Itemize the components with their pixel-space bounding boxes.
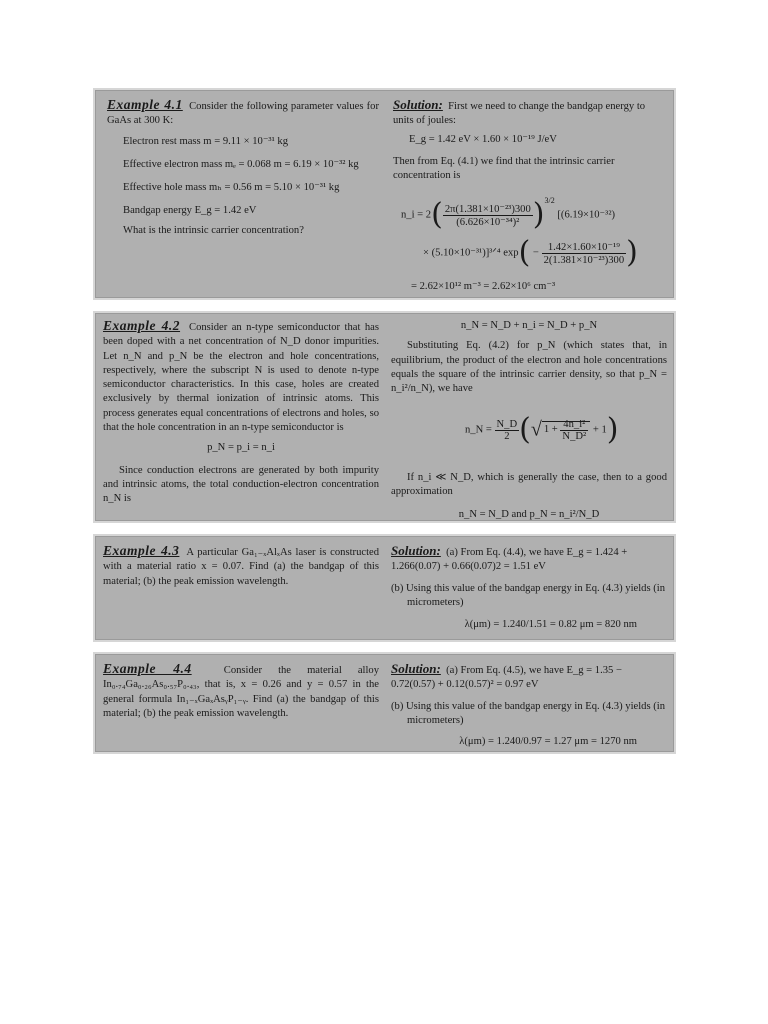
solution-heading: Solution: — [393, 97, 443, 112]
ni-label: n_i = 2 — [401, 209, 432, 221]
solution-heading: Solution: — [391, 543, 441, 558]
example-4-4-right — [391, 662, 667, 749]
then-text: Then from Eq. (4.1) we find that the intrinsic carrier concentration is — [393, 155, 615, 182]
example-4-4-left — [103, 662, 379, 721]
param-effective-electron-mass: Effective electron mass mₑ = 0.068 m = 6.19 × 10⁻³² kg — [123, 158, 359, 170]
example-4-4-body: Consider the material alloy In₀.₇₄Ga₀.₂₆As₀.₅₇P₀.₄₃, that is, x = 0.26 and y = 0.57 in the general formula In₁₋ₓGaₓAsᵧP₁₋ᵧ. Find (a) the bandgap of this material; (b) the peak emission wavelength. — [103, 665, 380, 719]
example-4-1-box — [93, 88, 676, 300]
approximation-text: If n_i ≪ N_D, which is generally the case, then to a good approximation — [391, 472, 667, 498]
example-4-2-left — [103, 319, 379, 507]
example-4-3-body: A particular Ga₁₋ₓAlₓAs laser is constructed with a material ratio x = 0.07. Find (a) the bandgap of this material; (b) the peak emission wavelength. — [103, 547, 380, 587]
param-electron-rest-mass: Electron rest mass m = 9.11 × 10⁻³¹ kg — [123, 135, 289, 147]
wavelength-equation: λ(μm) = 1.240/0.97 = 1.27 μm = 1270 nm — [459, 736, 637, 748]
example-4-3-heading: Example 4.3 — [103, 543, 180, 558]
nn-quadratic-equation: n_N = $\frac{N\_D}{2}$ (√ 1 + $\frac{\text{4n\_i²}}{\text{N\_D²}}$ + 1) — [465, 412, 619, 447]
example-4-1-question: What is the intrinsic carrier concentration? — [123, 224, 304, 236]
example-4-4-heading: Example 4.4 — [103, 661, 192, 676]
solution-part-a: (a) From Eq. (4.4), we have E_g = 1.424 + 1.266(0.07) + 0.66(0.07)2 = 1.51 eV — [391, 547, 628, 573]
solution-part-a: (a) From Eq. (4.5), we have E_g = 1.35 − 0.72(0.57) + 0.12(0.57)² = 0.97 eV — [391, 665, 622, 691]
ni-equation-row1: n_i = 2( $\frac{\text{2π(1.381×10⁻²³)300}}{\text{(6.626×10⁻³⁴)²}}$ )$^{3/2}$ [(6.19×10⁻³²) — [401, 195, 616, 232]
approximation-equation: n_N = N_D and p_N = n_i²/N_D — [458, 508, 600, 520]
example-4-3-left — [103, 544, 379, 589]
exponent-3-2: 3/2 — [544, 195, 555, 205]
ni-equation-row2: × (5.10×10⁻³¹)]³ᐟ⁴ exp( − $\frac{\text{1.42×1.60×10⁻¹⁹}}{\text{2(1.381×10⁻²³)300}}$ ) — [423, 235, 638, 270]
example-4-2-right — [391, 319, 667, 396]
ni-fraction-2: $\frac{\text{1.42×1.60×10⁻¹⁹}}{\text{2(1.381×10⁻²³)300}}$ — [543, 241, 625, 266]
example-4-2-body-2: Since conduction electrons are generated by both impurity and intrinsic atoms, the total conduction-electron concentration n_N is — [103, 464, 379, 505]
substituting-text: Substituting Eq. (4.2) for p_N (which states that, in equilibrium, the product of the electron and hole concentrations equals the square of the intrinsic carrier density, so that p_N = n_i²/n_N), we have — [391, 340, 667, 395]
pn-equation: p_N = p_i = n_i — [207, 442, 275, 454]
ni-result: = 2.62×10¹² m⁻³ = 2.62×10⁶ cm⁻³ — [411, 281, 556, 292]
ni-fraction-1: $\frac{\text{2π(1.381×10⁻²³)300}}{\text{(6.626×10⁻³⁴)²}}$ — [444, 203, 531, 228]
example-4-2-box — [93, 311, 676, 523]
example-4-3-right — [391, 544, 667, 632]
example-4-3-box — [93, 534, 676, 642]
hole-mass-exp-term: × (5.10×10⁻³¹)]³ᐟ⁴ exp — [423, 247, 519, 259]
example-4-2-right-bottom — [391, 471, 667, 522]
example-4-4-box — [93, 652, 676, 754]
solution-part-b: (b) Using this value of the bandgap energy in Eq. (4.3) yields (in micrometers) — [391, 700, 666, 726]
example-4-1-right — [393, 98, 665, 183]
example-4-1-intro: Consider the following parameter values for GaAs at 300 K: — [107, 101, 379, 127]
electron-mass-term: [(6.19×10⁻³²) — [557, 209, 616, 221]
bandgap-joules-equation: E_g = 1.42 eV × 1.60 × 10⁻¹⁹ J/eV — [409, 133, 557, 145]
solution-part-b: (b) Using this value of the bandgap energy in Eq. (4.3) yields (in micrometers) — [391, 582, 666, 608]
param-bandgap-energy: Bandgap energy E_g = 1.42 eV — [123, 205, 257, 217]
solution-heading: Solution: — [391, 661, 441, 676]
example-4-1-heading: Example 4.1 — [107, 97, 183, 112]
param-effective-hole-mass: Effective hole mass mₕ = 0.56 m = 5.10 × 10⁻³¹ kg — [123, 182, 340, 194]
wavelength-equation: λ(μm) = 1.240/1.51 = 0.82 μm = 820 nm — [464, 619, 637, 631]
solution-intro: First we need to change the bandgap energy to units of joules: — [393, 101, 646, 127]
example-4-2-body: Consider an n-type semiconductor that has been doped with a net concentration of N_D donor impurities. Let n_N and p_N be the electron and hole concentrations, respectively, where the subscript N is used to denote n-type semiconductor characteristics. In this case, holes are created exclusively by thermal ionization of intrinsic atoms. This process generates equal concentrations of electrons and holes, so that the hole concentration in an n-type semiconductor is — [103, 322, 380, 434]
example-4-1-left — [107, 98, 379, 238]
nn-equation: n_N = N_D + n_i = N_D + p_N — [460, 320, 598, 331]
example-4-2-heading: Example 4.2 — [103, 318, 181, 333]
